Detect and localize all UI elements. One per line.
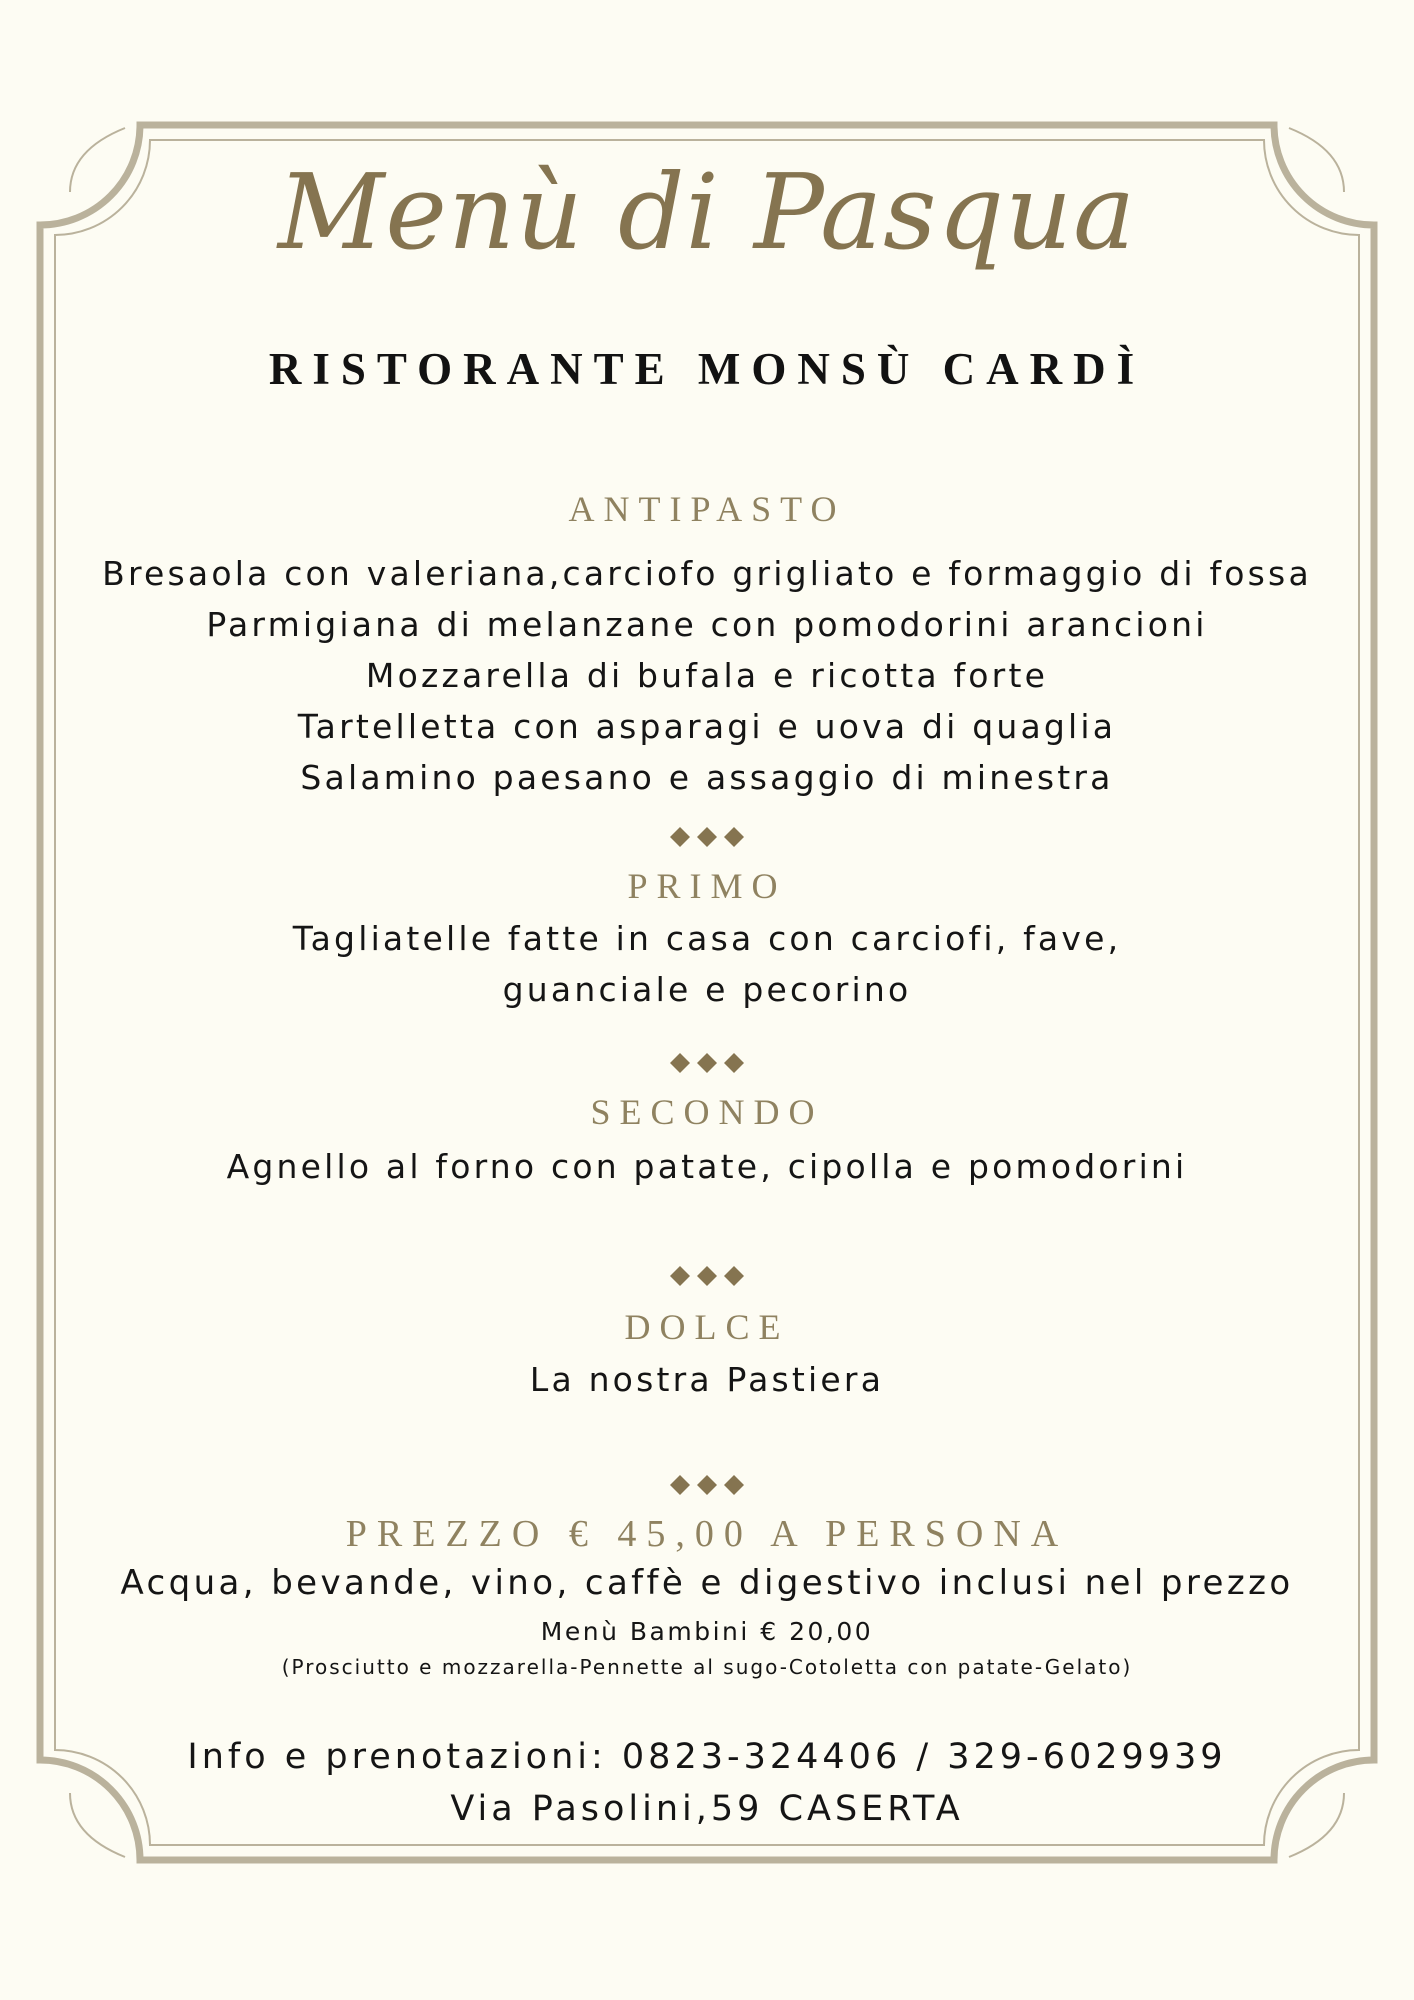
primo-list [0, 913, 1414, 1015]
section-heading-secondo: SECONDO [590, 1092, 824, 1132]
section-heading-antipasto: ANTIPASTO [568, 489, 846, 529]
dish-item: Parmigiana di melanzane con pomodorini arancioni [206, 605, 1208, 644]
dish-item: Tagliatelle fatte in casa con carciofi, fave, [292, 919, 1122, 958]
diamond-divider-icon [667, 1473, 747, 1497]
dish-item: Salamino paesano e assaggio di minestra [300, 758, 1114, 797]
diamond-divider-icon [667, 1051, 747, 1075]
menu-title: Menù di Pasqua [277, 151, 1137, 273]
dolce-list [0, 1354, 1414, 1405]
antipasto-list [0, 548, 1414, 803]
section-heading-dolce: DOLCE [624, 1307, 790, 1347]
diamond-divider-icon [667, 1264, 747, 1288]
dish-item: Tartelletta con asparagi e uova di quaglia [297, 707, 1117, 746]
included-note: Acqua, bevande, vino, caffè e digestivo inclusi nel prezzo [120, 1563, 1294, 1603]
dish-item: Agnello al forno con patate, cipolla e pomodorini [226, 1147, 1188, 1186]
diamond-divider-icon [667, 825, 747, 849]
section-heading-primo: PRIMO [627, 866, 787, 906]
kids-menu-items: (Prosciutto e mozzarella-Pennette al sugo-Cotoletta con patate-Gelato) [281, 1655, 1133, 1679]
secondo-list [0, 1141, 1414, 1192]
dish-item: guanciale e pecorino [502, 970, 912, 1009]
contact-info: Info e prenotazioni: 0823-324406 / 329-6029939 [187, 1737, 1227, 1777]
dish-item: Mozzarella di bufala e ricotta forte [365, 656, 1049, 695]
dish-item: La nostra Pastiera [529, 1360, 885, 1399]
price-heading: PREZZO € 45,00 A PERSONA [345, 1513, 1069, 1555]
kids-menu: Menù Bambini € 20,00 [540, 1617, 874, 1646]
dish-item: Bresaola con valeriana,carciofo grigliato e formaggio di fossa [102, 554, 1312, 593]
restaurant-name: RISTORANTE MONSÙ CARDÌ [268, 344, 1146, 394]
address: Via Pasolini,59 CASERTA [450, 1789, 964, 1829]
